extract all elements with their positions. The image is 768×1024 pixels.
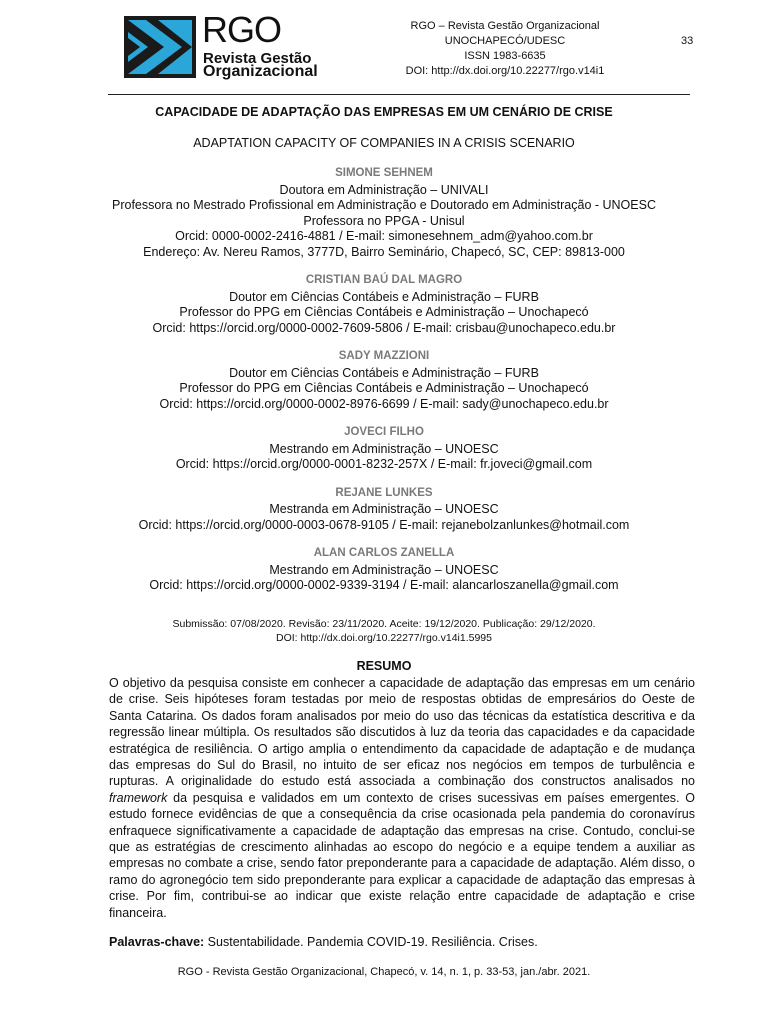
journal-header-info [346,19,664,79]
submission-dates: Submissão: 07/08/2020. Revisão: 23/11/2020. Aceite: 19/12/2020. Publicação: 29/12/2020. [172,618,596,630]
author-affiliation: Doutor em Ciências Contábeis e Administração – FURB [229,365,539,380]
author-affiliation: Professora no Mestrado Profissional em Administração e Doutorado em Administração - UNOESC [112,198,656,212]
keywords-label: Palavras-chave: [109,935,205,949]
header-divider [108,94,690,95]
author-contact: Orcid: https://orcid.org/0000-0002-7609-5806 / E-mail: crisbau@unochapeco.edu.br [152,320,616,335]
keywords [109,935,695,949]
abstract-heading: RESUMO [356,659,412,673]
author-name: SADY MAZZIONI [338,350,430,362]
author-address: Endereço: Av. Nereu Ramos, 3777D, Bairro Seminário, Chapecó, SC, CEP: 89813-000 [143,244,625,259]
author-name: CRISTIAN BAÚ DAL MAGRO [305,274,463,286]
author-block [60,425,708,473]
author-name: REJANE LUNKES [335,486,433,499]
submission-info [60,617,708,645]
journal-doi: DOI: http://dx.doi.org/10.22277/rgo.v14i1 [405,65,605,77]
keywords-list: Sustentabilidade. Pandemia COVID-19. Resiliência. Crises. [204,935,538,949]
author-list [60,166,708,607]
article-title-en: ADAPTATION CAPACITY OF COMPANIES IN A CRISIS SCENARIO [193,136,575,150]
author-block [60,273,708,336]
author-affiliation: Doutora em Administração – UNIVALI [279,182,489,197]
author-block [60,166,708,260]
logo-text-rgo: RGO [202,9,282,50]
author-affiliation: Mestrando em Administração – UNOESC [269,441,499,456]
author-affiliation: Professora no PPGA - Unisul [303,213,465,228]
article-doi: DOI: http://dx.doi.org/10.22277/rgo.v14i1.5995 [276,632,492,644]
author-affiliation: Mestranda em Administração – UNOESC [269,502,499,516]
page-number: 33 [681,35,694,47]
journal-issn: ISSN 1983-6635 [464,50,546,62]
logo-text-line1: Revista Gestão [203,50,312,67]
author-block [60,546,708,594]
author-contact: Orcid: https://orcid.org/0000-0002-9339-3194 / E-mail: alancarloszanella@gmail.com [149,578,619,592]
author-block [60,349,708,412]
author-name: ALAN CARLOS ZANELLA [313,547,455,559]
author-contact: Orcid: https://orcid.org/0000-0003-0678-9105 / E-mail: rejanebolzanlunkes@hotmail.com [138,517,630,532]
abstract-text-part2: da pesquisa e validados em um contexto de crises sucessivas em países emergentes. O estudo fornece evidências de que a consequência da crise ocasionada pela pandemia do coronavírus enfraquece significativamente a capacidade de adaptação das empresas na crise. Contudo, conclui-se que as estratégias de crescimento alinhadas ao escopo do negócio e a equipe tendem a auxiliar as empresas no combate a crise, sendo fator preponderante para a capacidade de adaptação. Além disso, o ramo do agronegócio tem sido preponderante para explicar a capacidade de adaptação das empresas à crise. Por fim, contribui-se ao indicar que existe relação entre capacidade de adaptação e crise financeira. [109,790,695,920]
author-contact: Orcid: https://orcid.org/0000-0002-8976-6699 / E-mail: sady@unochapeco.edu.br [159,396,609,411]
author-affiliation: Mestrando em Administração – UNOESC [269,562,499,577]
page-footer: RGO - Revista Gestão Organizacional, Chapecó, v. 14, n. 1, p. 33-53, jan./abr. 2021. [177,966,591,978]
author-name: JOVECI FILHO [344,426,424,438]
abstract-body [109,675,695,921]
journal-institution: UNOCHAPECÓ/UDESC [444,35,566,47]
author-contact: Orcid: 0000-0002-2416-4881 / E-mail: simonesehnem_adm@yahoo.com.br [175,229,593,243]
author-affiliation: Professor do PPG em Ciências Contábeis e Administração – Unochapecó [179,381,589,395]
author-block [60,486,708,534]
logo-text-line2: Organizacional [203,63,318,80]
author-contact: Orcid: https://orcid.org/0000-0001-8232-257X / E-mail: fr.joveci@gmail.com [175,457,593,471]
rgo-logo-mark-icon [124,16,196,78]
author-name: SIMONE SEHNEM [335,167,433,179]
article-title-pt: CAPACIDADE DE ADAPTAÇÃO DAS EMPRESAS EM UM CENÁRIO DE CRISE [155,105,613,119]
abstract-italic-term: framework [109,790,168,805]
journal-name: RGO – Revista Gestão Organizacional [410,20,600,32]
author-affiliation: Professor do PPG em Ciências Contábeis e Administração – Unochapecó [179,305,589,319]
rgo-logo [124,9,318,80]
abstract-text-part1: O objetivo da pesquisa consiste em conhecer a capacidade de adaptação das empresas em um cenário de crise. Seis hipóteses foram testadas por meio de respostas obtidas de empresários do Oeste de Santa Catarina. Os dados foram analisados por meio do uso das técnicas da estatística descritiva e da regressão linear múltipla. Os resultados são discutidos à luz da teoria das capacidades e da capacidade estratégica de resiliência. O artigo amplia o entendimento da capacidade de adaptação e de mudança das empresas do Sul do Brasil, no intuito de ser eficaz nos negócios em tempos de turbulência e rupturas. A originalidade do estudo está associada a combinação dos constructos analisados no [109,676,695,789]
author-affiliation: Doutor em Ciências Contábeis e Administração – FURB [229,289,539,304]
